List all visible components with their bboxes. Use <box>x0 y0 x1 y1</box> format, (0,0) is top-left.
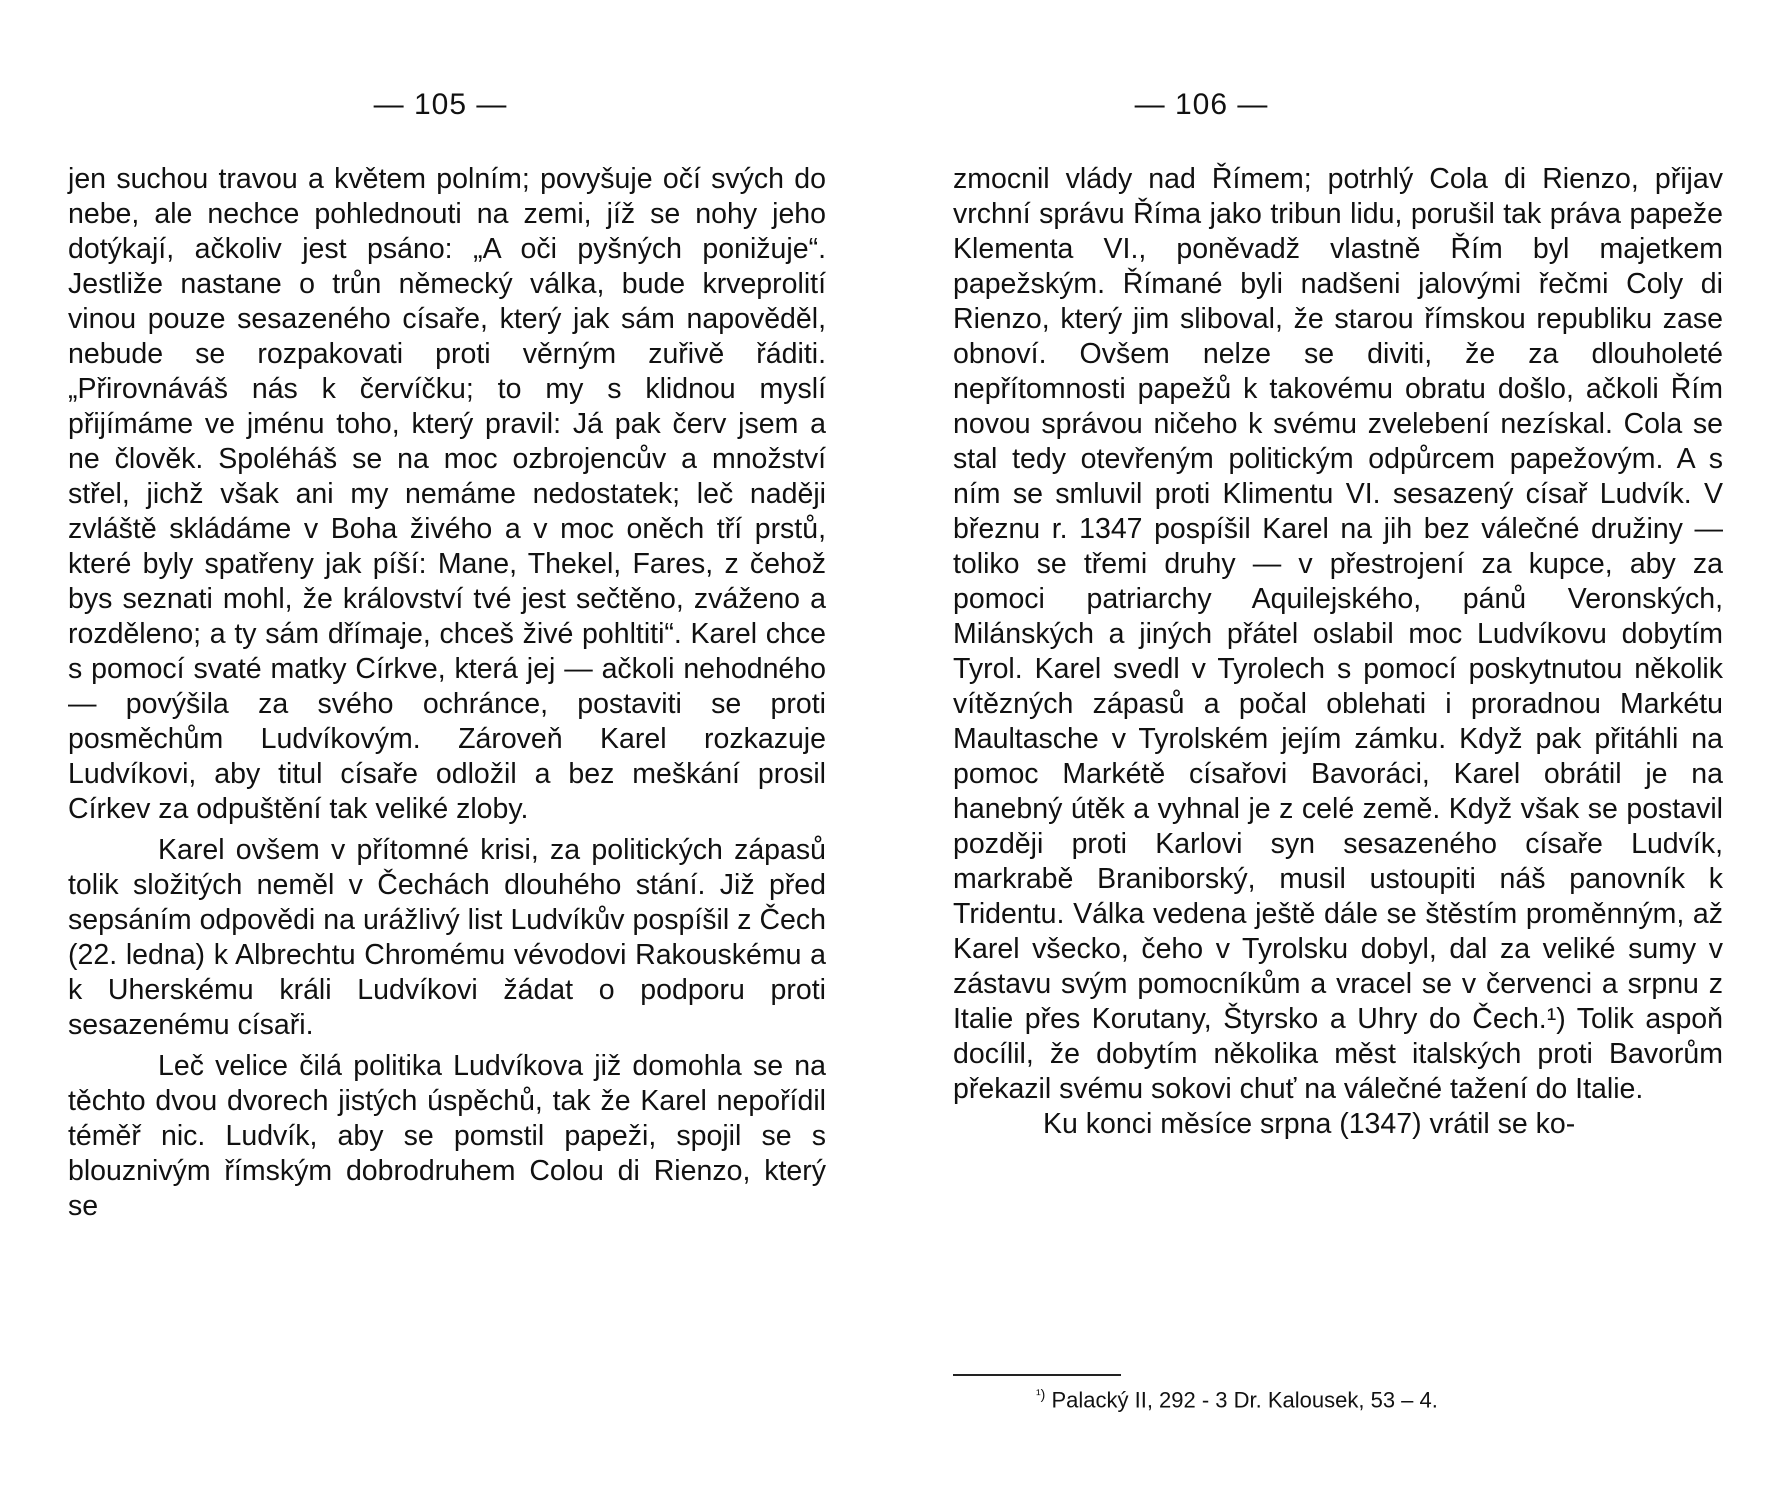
footnote-divider <box>953 1374 1121 1376</box>
paragraph: jen suchou travou a květem polním; povyšuje očí svých do nebe, ale nechce pohlednouti na zemi, jíž se nohy jeho dotýkají, ačkoliv jest psáno: „A oči pyšných ponižuje“. Jestliže nastane o trůn německý válka, bude krveprolití vinou pouze sesazeného císaře, který jak sám napověděl, nebude se rozpakovati proti věrným zuřivě řáditi. „Přirovnáváš nás k červíčku; to my s klidnou myslí přijímáme ve jménu toho, který pravil: Já pak červ jsem a ne člověk. Spoléháš se na moc ozbrojencův a množství střel, jichž však ani my nemáme nedostatek; leč naději zvláště skládáme v Boha živého a v moc oněch tří prstů, které byly spatřeny jak píší: Mane, Thekel, Fares, z čehož bys seznati mohl, že království tvé jest sečtěno, zváženo a rozděleno; a ty sám dřímaje, chceš živé pohltiti“. Karel chce s pomocí svaté matky Církve, která jej — ačkoli nehodného — povýšila za svého ochránce, postaviti se proti posměchům Ludvíkovým. Zároveň Karel rozkazuje Ludvíkovi, aby titul císaře odložil a bez meškání prosil Církev za odpuštění tak veliké zloby. <box>68 163 826 825</box>
body-text <box>68 162 826 1224</box>
footnote-marker: ¹) <box>1036 1386 1046 1402</box>
paragraph: Karel ovšem v přítomné krisi, za politických zápasů tolik složitých neměl v Čechách dlouhého stání. Již před sepsáním odpovědi na urážlivý list Ludvíkův pospíšil z Čech (22. ledna) k Albrechtu Chromému vévodovi Rakouskému a k Uherskému králi Ludvíkovi žádat o podporu proti sesazenému císaři. <box>68 834 826 1041</box>
body-text <box>953 162 1723 1142</box>
paragraph: Leč velice čilá politika Ludvíkova již domohla se na těchto dvou dvorech jistých úspěchů, tak že Karel nepořídil téměř nic. Ludvík, aby se pomstil papeži, spojil se s blouznivým římským dobrodruhem Colou di Rienzo, který se <box>68 1050 826 1222</box>
right-page <box>891 0 1782 1501</box>
footnote-text: Palacký II, 292 - 3 Dr. Kalousek, 53 – 4. <box>1051 1387 1438 1413</box>
footnote <box>1036 1386 1438 1413</box>
page-number: — 105 — <box>373 88 508 121</box>
paragraph: zmocnil vlády nad Římem; potrhlý Cola di Rienzo, přijav vrchní správu Říma jako tribun lidu, porušil tak práva papeže Klementa VI., poněvadž vlastně Řím byl majetkem papežským. Římané byli nadšeni jalovými řečmi Coly di Rienzo, který jim sliboval, že starou římskou republiku zase obnoví. Ovšem nelze se diviti, že za dlouholeté nepřítomnosti papežů k takovému obratu došlo, ačkoli Řím novou správou ničeho k svému zvelebení nezískal. Cola se stal tedy otevřeným politickým odpůrcem papežovým. A s ním se smluvil proti Klimentu VI. sesazený císař Ludvík. V březnu r. 1347 pospíšil Karel na jih bez válečné družiny — toliko se třemi druhy — v přestrojení za kupce, aby za pomoci patriarchy Aquilejského, pánů Veronských, Milánských a jiných přátel oslabil moc Ludvíkovu dobytím Tyrol. Karel svedl v Tyrolech s pomocí poskytnutou několik vítězných zápasů a počal oblehati i proradnou Markétu Maultasche v Tyrolském jejím zámku. Když pak přitáhli na pomoc Markétě císařovi Bavoráci, Karel obrátil je na hanebný útěk a vyhnal je z celé země. Když však se postavil později proti Karlovi syn sesazeného císaře Ludvík, markrabě Braniborský, musil ustoupiti náš panovník k Tridentu. Válka vedena ještě dále se štěstím proměnným, až Karel všecko, čeho v Tyrolsku dobyl, dal za veliké sumy v zástavu svým pomocníkům a vracel se v červenci a srpnu z Italie přes Korutany, Štyrsko a Uhry do Čech.¹) Tolik aspoň docílil, že dobytím několika měst italských proti Bavorům překazil svému sokovi chuť na válečné tažení do Italie. <box>953 163 1723 1105</box>
paragraph: Ku konci měsíce srpna (1347) vrátil se ko- <box>1043 1108 1576 1140</box>
page-number: — 106 — <box>1134 88 1269 121</box>
